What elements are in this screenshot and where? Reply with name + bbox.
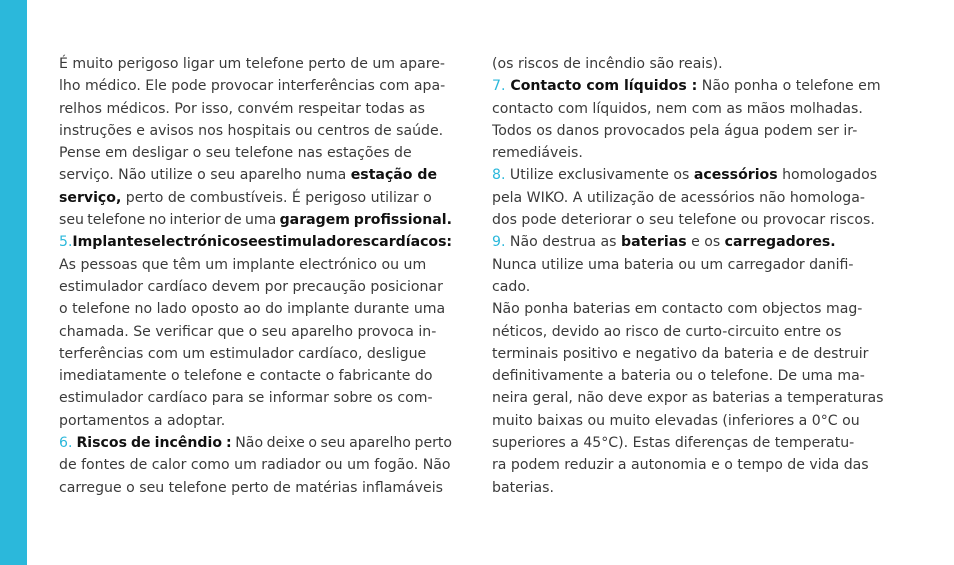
left-text-column bbox=[59, 53, 452, 499]
body-text: dos pode deteriorar o seu telefone ou provocar riscos. bbox=[492, 212, 875, 229]
right-text-column bbox=[492, 53, 885, 499]
text-line bbox=[59, 231, 452, 253]
text-line bbox=[59, 53, 452, 75]
body-text: homologados bbox=[777, 167, 878, 184]
body-text: Não deixe o seu aparelho perto bbox=[231, 435, 452, 452]
text-line bbox=[59, 432, 452, 454]
text-line bbox=[492, 53, 885, 75]
text-line bbox=[492, 343, 885, 365]
body-text: Não destrua as bbox=[505, 234, 622, 251]
text-line bbox=[59, 254, 452, 276]
text-line bbox=[492, 120, 885, 142]
text-line bbox=[492, 410, 885, 432]
highlight-text: carregadores. bbox=[724, 234, 836, 251]
text-line bbox=[59, 187, 452, 209]
body-text: perto de combustíveis. É perigoso utilizar o bbox=[121, 189, 432, 206]
highlight-text: Riscos de incêndio : bbox=[72, 435, 232, 452]
text-line bbox=[492, 209, 885, 231]
item-number: 9. bbox=[492, 234, 506, 251]
text-line bbox=[59, 343, 452, 365]
body-text: definitivamente a bateria ou o telefone. De uma ma- bbox=[492, 368, 865, 385]
text-line bbox=[492, 231, 885, 253]
text-line bbox=[59, 365, 452, 387]
body-text: (os riscos de incêndio são reais). bbox=[492, 56, 723, 72]
text-line bbox=[492, 187, 885, 209]
body-text: Não ponha baterias em contacto com objectos mag- bbox=[492, 301, 863, 318]
body-text: e os bbox=[686, 234, 725, 251]
body-text: neira geral, não deve expor as baterias a temperaturas bbox=[492, 390, 884, 407]
body-text: remediáveis. bbox=[492, 145, 583, 162]
body-text: néticos, devido ao risco de curto-circuito entre os bbox=[492, 323, 842, 340]
text-line bbox=[59, 142, 452, 164]
text-line bbox=[492, 321, 885, 343]
body-text: superiores a 45°C). Estas diferenças de temperatu- bbox=[492, 435, 855, 452]
text-line bbox=[492, 454, 885, 476]
body-text: Nunca utilize uma bateria ou um carregador danifi- bbox=[492, 256, 854, 273]
highlight-text: garagem profissional. bbox=[279, 212, 452, 229]
text-line bbox=[492, 387, 885, 409]
text-line bbox=[59, 209, 452, 231]
body-text: ra podem reduzir a autonomia e o tempo de vida das bbox=[492, 457, 869, 474]
body-text: terminais positivo e negativo da bateria e de destruir bbox=[492, 345, 869, 362]
body-text: seu telefone no interior de uma bbox=[59, 212, 280, 229]
item-number: 6. bbox=[59, 435, 73, 452]
body-text: carregue o seu telefone perto de matérias inflamáveis bbox=[59, 479, 443, 496]
text-line bbox=[492, 75, 885, 97]
text-line bbox=[59, 321, 452, 343]
text-line bbox=[59, 477, 452, 499]
text-line bbox=[59, 276, 452, 298]
body-text: Não ponha o telefone em bbox=[697, 78, 881, 95]
text-line bbox=[492, 98, 885, 120]
text-line bbox=[59, 98, 452, 120]
text-line bbox=[59, 164, 452, 186]
text-line bbox=[492, 365, 885, 387]
highlight-text: baterias bbox=[621, 234, 687, 251]
body-text: cado. bbox=[492, 278, 531, 295]
highlight-text: Implantes electrónicos e estimuladores cardíacos : bbox=[72, 234, 452, 251]
body-text: o telefone no lado oposto ao do implante durante uma bbox=[59, 301, 446, 318]
body-text: muito baixas ou muito elevadas (inferiores a 0°C ou bbox=[492, 412, 860, 429]
side-color-bar bbox=[0, 0, 27, 565]
highlight-text: serviço, bbox=[59, 189, 122, 206]
body-text: baterias. bbox=[492, 479, 554, 496]
text-line bbox=[59, 454, 452, 476]
highlight-text: Contacto com líquidos : bbox=[505, 78, 698, 95]
body-text: As pessoas que têm um implante electrónico ou um bbox=[59, 256, 427, 273]
text-line bbox=[492, 254, 885, 276]
body-text: lho médico. Ele pode provocar interferências com apa- bbox=[59, 78, 446, 95]
item-number: 7. bbox=[492, 78, 506, 95]
text-line bbox=[59, 120, 452, 142]
body-text: relhos médicos. Por isso, convém respeitar todas as bbox=[59, 100, 425, 117]
body-text: chamada. Se verificar que o seu aparelho provoca in- bbox=[59, 323, 437, 340]
highlight-text: estação de bbox=[350, 167, 438, 184]
highlight-text: acessórios bbox=[693, 167, 778, 184]
item-number: 8. bbox=[492, 167, 506, 184]
body-text: Todos os danos provocados pela água podem ser ir- bbox=[492, 122, 858, 139]
body-text: imediatamente o telefone e contacte o fabricante do bbox=[59, 368, 433, 385]
body-text: instruções e avisos nos hospitais ou centros de saúde. bbox=[59, 122, 444, 139]
text-line bbox=[492, 142, 885, 164]
text-line bbox=[492, 432, 885, 454]
text-line bbox=[59, 298, 452, 320]
text-line bbox=[59, 410, 452, 432]
body-text: de fontes de calor como um radiador ou um fogão. Não bbox=[59, 457, 451, 474]
body-text: Pense em desligar o seu telefone nas estações de bbox=[59, 145, 412, 162]
body-text: serviço. Não utilize o seu aparelho numa bbox=[59, 167, 351, 184]
body-text: É muito perigoso ligar um telefone perto de um apare- bbox=[59, 56, 445, 72]
text-line bbox=[492, 276, 885, 298]
text-line bbox=[59, 387, 452, 409]
body-text: Utilize exclusivamente os bbox=[505, 167, 694, 184]
text-line bbox=[59, 75, 452, 97]
body-text: pela WIKO. A utilização de acessórios não homologa- bbox=[492, 189, 865, 206]
body-text: portamentos a adoptar. bbox=[59, 412, 226, 429]
text-line bbox=[492, 298, 885, 320]
item-number: 5. bbox=[59, 234, 73, 251]
body-text: contacto com líquidos, nem com as mãos molhadas. bbox=[492, 100, 863, 117]
body-text: terferências com um estimulador cardíaco, desligue bbox=[59, 345, 427, 362]
text-line bbox=[492, 164, 885, 186]
body-text: estimulador cardíaco devem por precaução posicionar bbox=[59, 278, 443, 295]
body-text: estimulador cardíaco para se informar sobre os com- bbox=[59, 390, 433, 407]
text-line bbox=[492, 477, 885, 499]
